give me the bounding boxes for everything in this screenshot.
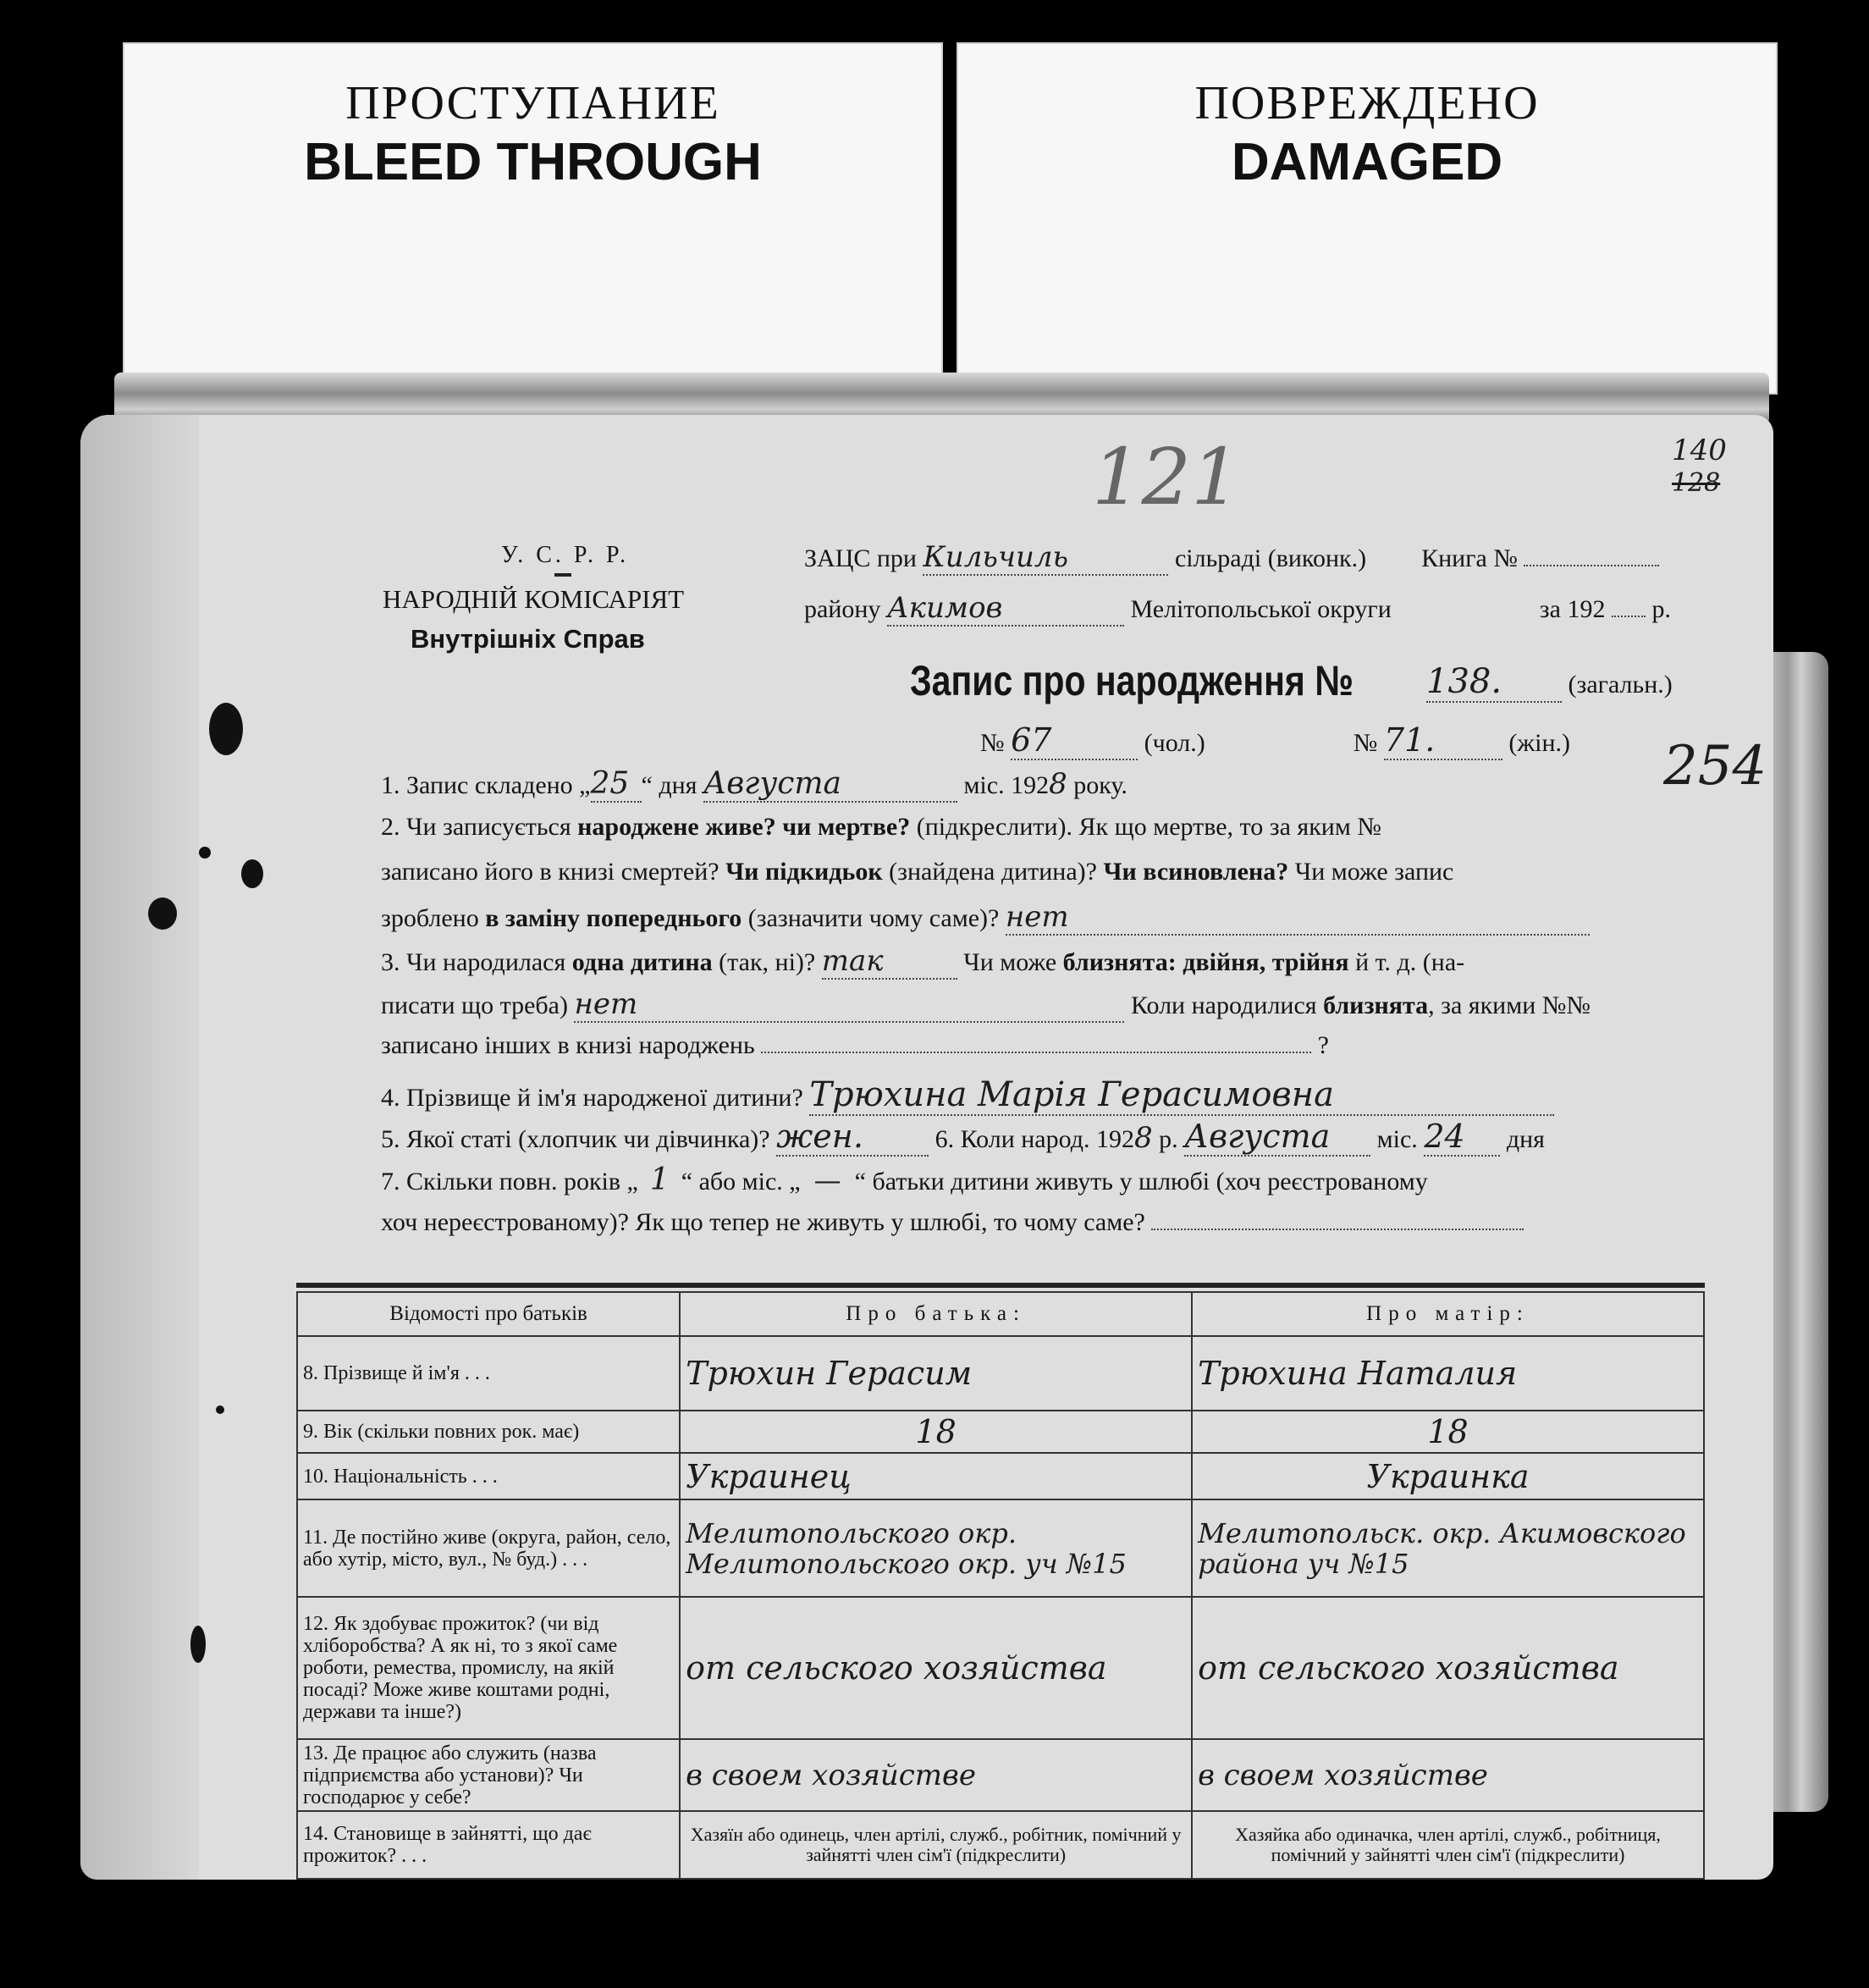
- q7-fill: [1151, 1229, 1524, 1230]
- q3-text: й т. д. (на-: [1355, 948, 1465, 976]
- q3-answer-one-child: так: [822, 944, 957, 980]
- zags-line: [804, 540, 1659, 576]
- record-title-text: Запис про народження №: [910, 657, 1354, 704]
- q6-text: 6. Коли народ. 192: [934, 1125, 1135, 1153]
- female-label: №: [1353, 729, 1378, 757]
- damage-hole: [209, 703, 243, 755]
- damage-hole: [216, 1405, 224, 1414]
- row-question: 10. Національність . . .: [297, 1453, 680, 1499]
- q2-text: зроблено: [381, 904, 479, 932]
- male-suffix: (чол.): [1144, 729, 1205, 757]
- page-number-struck: 128: [1672, 468, 1721, 498]
- question-3-line-2: [381, 987, 1591, 1023]
- table-top-rule: [296, 1283, 1705, 1288]
- q1-year: 8: [1049, 767, 1067, 801]
- header-parents-info: Відомості про батьків: [297, 1292, 680, 1336]
- question-4: [381, 1075, 1554, 1116]
- question-5-6: [381, 1118, 1545, 1157]
- page-margin: [80, 415, 199, 1880]
- q4-child-name: Трюхина Марія Герасимовна: [809, 1075, 1554, 1116]
- q3-text: 3. Чи народилася: [381, 948, 566, 976]
- q2-text: народжене живе? чи мертве?: [577, 813, 911, 841]
- record-extra-number: 254: [1663, 735, 1767, 798]
- q6-text: р.: [1159, 1125, 1178, 1153]
- q2-text: (зазначити чому саме)?: [747, 904, 1000, 932]
- q1-day: 25: [591, 766, 642, 803]
- bleed-through-label: [123, 42, 943, 395]
- record-total-line: [1426, 662, 1673, 703]
- book-number: [1524, 565, 1659, 566]
- father-answer: Трюхин Герасим: [680, 1336, 1192, 1411]
- total-label: (загальн.): [1568, 671, 1673, 699]
- q3-text: близнята: двійня, трійня: [1062, 948, 1349, 976]
- q7-text: хоч нереєстрованому)? Як що тепер не живуть у шлюбі, то чому саме?: [381, 1208, 1145, 1236]
- question-2-line-2: [381, 858, 1453, 886]
- commissariat: НАРОДНІЙ КОМІСАРІЯТ: [383, 584, 685, 614]
- q3-text: , за якими №№: [1428, 991, 1591, 1019]
- year-suffix: р.: [1651, 595, 1671, 623]
- label-ru-text: ПРОСТУПАНИЕ: [345, 77, 720, 130]
- q1-text: 1. Запис складено „: [381, 771, 591, 799]
- q2-text: 2. Чи записується: [381, 813, 571, 841]
- damage-hole: [241, 859, 263, 888]
- male-label: №: [980, 729, 1005, 757]
- q2-answer: нет: [1006, 900, 1590, 936]
- header-father: Про батька:: [680, 1292, 1192, 1336]
- row-question: 13. Де працює або служить (назва підприємства або установи)? Чи господарює у себе?: [297, 1739, 680, 1811]
- q1-text: міс. 192: [963, 771, 1050, 799]
- record-title: [910, 656, 1354, 705]
- archive-number: 121: [1092, 432, 1241, 522]
- row-question: 9. Вік (скільки повних рок. має): [297, 1411, 680, 1453]
- label-en-text: BLEED THROUGH: [304, 133, 762, 191]
- q3-text: писати що треба): [381, 991, 568, 1019]
- zags-village: Кильчиль: [923, 540, 1168, 576]
- damaged-label: [957, 42, 1778, 395]
- q7-text: 7. Скільки повн. років „: [381, 1168, 638, 1196]
- label-ru-text: ПОВРЕЖДЕНО: [1194, 77, 1540, 130]
- row-question: 11. Де постійно живе (округа, район, село, або хутір, місто, вул., № буд.) . . .: [297, 1499, 680, 1597]
- q3-text: одна дитина: [571, 948, 713, 976]
- year-label: за 192: [1539, 595, 1606, 623]
- q1-text: “ дня: [641, 771, 697, 799]
- q5-sex: жен.: [776, 1118, 929, 1157]
- q6-month: Августа: [1184, 1118, 1370, 1157]
- female-suffix: (жін.): [1508, 729, 1571, 757]
- q6-day: 24: [1424, 1118, 1500, 1157]
- district-value: Акимов: [887, 591, 1124, 627]
- male-number: 67: [1011, 721, 1138, 760]
- father-answer: от сельского хозяйства: [680, 1597, 1192, 1739]
- damage-hole: [148, 897, 177, 930]
- record-gender-line: [980, 721, 1570, 760]
- q2-text: (підкреслити). Як що мертве, то за яким №: [916, 813, 1381, 841]
- zags-suffix: сільраді (виконк.): [1174, 544, 1367, 572]
- header-mother: Про матір:: [1192, 1292, 1704, 1336]
- q5-text: 5. Якої статі (хлопчик чи дівчинка)?: [381, 1125, 770, 1153]
- table-row: [297, 1597, 1704, 1739]
- mother-answer: Мелитопольск. окр. Акимовского района уч №15: [1192, 1499, 1704, 1597]
- table-row: [297, 1739, 1704, 1811]
- q1-text: року.: [1073, 771, 1127, 799]
- q4-text: 4. Прізвище й ім'я народженої дитини?: [381, 1084, 803, 1112]
- district-prefix: району: [804, 595, 881, 623]
- question-7-line-1: [381, 1162, 1428, 1197]
- year-fill: [1612, 616, 1646, 617]
- page-number: 140: [1672, 433, 1727, 467]
- row-question: 8. Прізвище й ім'я . . .: [297, 1336, 680, 1411]
- father-answer: Украинец: [680, 1453, 1192, 1499]
- q3-text: Коли народилися: [1130, 991, 1317, 1019]
- record-number-total: 138.: [1426, 662, 1562, 703]
- mother-answer: Украинка: [1192, 1453, 1704, 1499]
- q2-text: записано його в книзі смертей?: [381, 858, 719, 886]
- q3-text: ?: [1317, 1031, 1329, 1059]
- table-row: [297, 1453, 1704, 1499]
- zags-prefix: ЗАЦС при: [804, 544, 917, 572]
- mother-answer: от сельского хозяйства: [1192, 1597, 1704, 1739]
- q2-text: Чи підкидьок: [725, 858, 883, 886]
- q7-text: “ або міс. „: [681, 1168, 801, 1196]
- table-row: [297, 1411, 1704, 1453]
- okrug: Мелітопольської округи: [1130, 595, 1392, 623]
- female-number: 71.: [1384, 721, 1502, 760]
- question-2-line-3: [381, 900, 1590, 936]
- q6-text: міс.: [1376, 1125, 1418, 1153]
- q2-text: в заміну попереднього: [485, 904, 742, 932]
- mother-answer: в своем хозяйстве: [1192, 1739, 1704, 1811]
- father-options: Хазяїн або одинець, член артілі, служб., робітник, помічний у зайнятті член сім'ї (підкреслити): [680, 1811, 1192, 1879]
- mother-answer: 18: [1192, 1411, 1704, 1453]
- q2-text: (знайдена дитина)?: [889, 858, 1097, 886]
- q3-text: (так, ні)?: [719, 948, 816, 976]
- q7-months: —: [813, 1164, 841, 1196]
- q3-text: Чи може: [963, 948, 1057, 976]
- question-7-line-2: [381, 1208, 1524, 1237]
- father-answer: Мелитопольского окр. Мелитопольского окр. уч №15: [680, 1499, 1192, 1597]
- q3-answer-twins: нет: [574, 987, 1124, 1023]
- question-2-line-1: [381, 813, 1381, 842]
- table-row: [297, 1499, 1704, 1597]
- label-en-text: DAMAGED: [1231, 133, 1503, 191]
- state-abbrev: У. С. Р. Р.: [501, 542, 630, 568]
- department: Внутрішніх Справ: [411, 624, 645, 654]
- table-header-row: [297, 1292, 1704, 1336]
- header-rule: [554, 573, 571, 577]
- row-question: 12. Як здобуває прожиток? (чи від хліборобства? А як ні, то з якої саме роботи, ремества, промислу, на якій посаді? Може живе коштами родні, держави та інше?): [297, 1597, 680, 1739]
- table-row: [297, 1811, 1704, 1879]
- question-3-line-1: [381, 944, 1464, 980]
- row-question: 14. Становище в зайнятті, що дає прожиток? . . .: [297, 1811, 680, 1879]
- book-label: Книга №: [1421, 544, 1518, 572]
- question-1: [381, 766, 1127, 803]
- mother-answer: Трюхина Наталия: [1192, 1336, 1704, 1411]
- district-line: [804, 591, 1671, 627]
- father-answer: в своем хозяйстве: [680, 1739, 1192, 1811]
- question-3-line-3: [381, 1031, 1329, 1060]
- parents-table: [296, 1283, 1705, 1875]
- q7-years: 1: [649, 1162, 670, 1197]
- q6-text: дня: [1506, 1125, 1545, 1153]
- q2-text: Чи може запис: [1294, 858, 1454, 886]
- q3-text: близнята: [1323, 991, 1429, 1019]
- mother-options: Хазяйка або одиначка, член артілі, служб., робітниця, помічний у зайнятті член сім'ї (підкреслити): [1192, 1811, 1704, 1879]
- damage-hole: [190, 1626, 206, 1663]
- damage-hole: [199, 847, 211, 859]
- q3-text: записано інших в книзі народжень: [381, 1031, 755, 1059]
- q7-text: “ батьки дитини живуть у шлюбі (хоч реєстрованому: [854, 1168, 1428, 1196]
- father-answer: 18: [680, 1411, 1192, 1453]
- q3-fill: [761, 1052, 1311, 1053]
- q2-text: Чи всиновлена?: [1103, 858, 1289, 886]
- q6-year: 8: [1134, 1121, 1153, 1155]
- table-row: [297, 1336, 1704, 1411]
- q1-month: Августа: [703, 766, 957, 803]
